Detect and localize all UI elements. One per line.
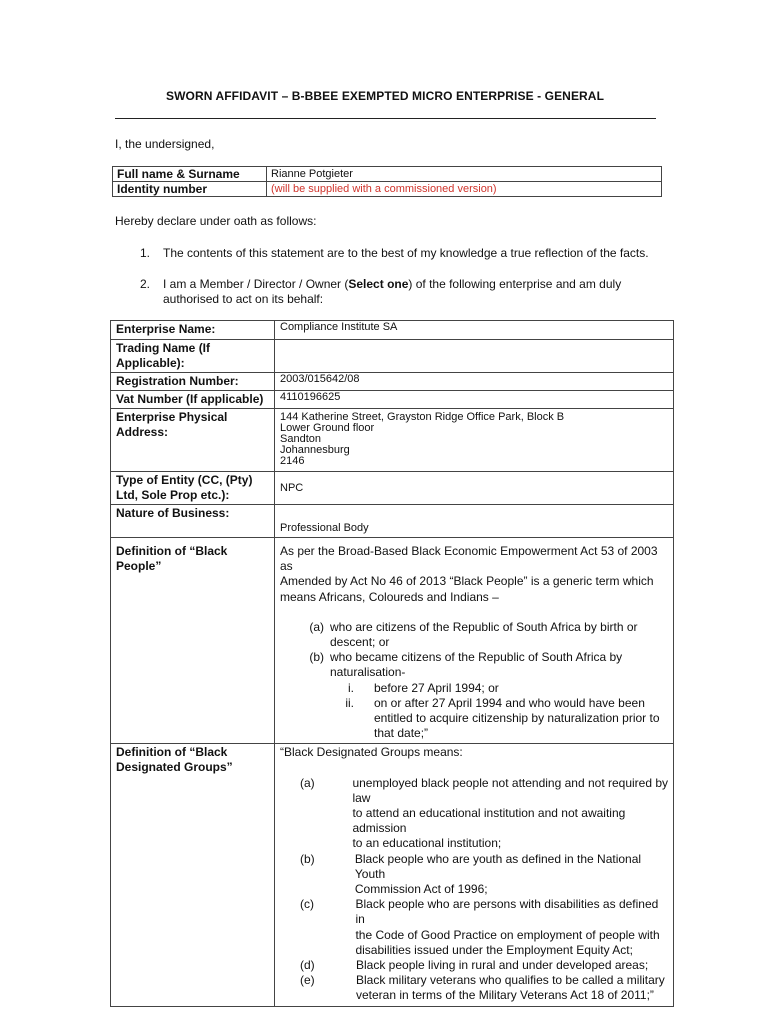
- name-value[interactable]: Rianne Potgieter: [267, 167, 662, 182]
- name-label: Full name & Surname: [113, 167, 267, 182]
- title-rule: [115, 118, 656, 119]
- table-row: [113, 167, 662, 182]
- registration-label: Registration Number:: [111, 373, 275, 391]
- statement-2-num: 2.: [140, 277, 151, 291]
- id-value[interactable]: (will be supplied with a commissioned version): [267, 182, 662, 197]
- designated-groups-definition: “Black Designated Groups means: (a) unemployed black people not attending and not required by law to attend an educational institution and not awaiting admission to an educational institution; (b) Black people who are youth as defined in the National Youth Commission Act of 1996; (c) Black people who are persons with disabilities as defined in the Code of Good Practice on employment of people with disabilities issued under the Employment Equity Act; (d) Black people living in rural and under developed areas; (e) Black military veterans who qualifies to be called a military veteran in terms of the Military Veterans Act 18 of 2011;”: [275, 744, 674, 1006]
- list-item: i. before 27 April 1994; or: [348, 680, 499, 695]
- declare-text: Hereby declare under oath as follows:: [115, 214, 317, 228]
- statement-2-text: I am a Member / Director / Owner (Select one) of the following enterprise and am duly: [163, 277, 622, 291]
- table-row: [111, 409, 674, 472]
- list-item: (c) Black people who are persons with disabilities as defined in the Code of Good Practice on employment of people with disabilities issued under the Employment Equity Act;: [300, 897, 660, 957]
- vat-label: Vat Number (If applicable): [111, 391, 275, 409]
- person-table: [112, 166, 662, 197]
- table-row: [111, 538, 674, 744]
- address-value[interactable]: 144 Katherine Street, Grayston Ridge Office Park, Block B Lower Ground floor Sandton Johannesburg 2146: [275, 409, 674, 472]
- statement-1-text: The contents of this statement are to the best of my knowledge a true reflection of the facts.: [163, 246, 649, 260]
- table-row: [113, 182, 662, 197]
- nature-label: Nature of Business:: [111, 505, 275, 538]
- trading-name-value[interactable]: [275, 340, 674, 373]
- statement-2-text-line2: authorised to act on its behalf:: [163, 292, 324, 306]
- list-item: (d) Black people living in rural and under developed areas;: [300, 958, 649, 973]
- black-people-label: Definition of “Black People”: [111, 538, 275, 744]
- list-item: (a) unemployed black people not attending and not required by law to attend an educational institution and not awaiting admission to an educational institution;: [300, 775, 669, 851]
- id-label: Identity number: [113, 182, 267, 197]
- vat-value[interactable]: 4110196625: [275, 391, 674, 409]
- registration-value[interactable]: 2003/015642/08: [275, 373, 674, 391]
- table-row: [111, 340, 674, 373]
- nature-value[interactable]: Professional Body: [275, 505, 674, 538]
- designated-groups-label: Definition of “Black Designated Groups”: [111, 744, 275, 1006]
- list-item: (a) who are citizens of the Republic of South Africa by birth or descent; or: [309, 619, 638, 650]
- table-row: [111, 505, 674, 538]
- intro-text: I, the undersigned,: [115, 137, 215, 151]
- document-title: SWORN AFFIDAVIT – B-BBEE EXEMPTED MICRO ENTERPRISE - GENERAL: [165, 89, 605, 103]
- enterprise-name-label: Enterprise Name:: [111, 321, 275, 340]
- list-item: (b) who became citizens of the Republic of South Africa by naturalisation-: [309, 650, 623, 680]
- table-row: [111, 373, 674, 391]
- select-one-text: Select one: [348, 277, 409, 291]
- trading-name-label: Trading Name (If Applicable):: [111, 340, 275, 373]
- entity-type-value[interactable]: NPC: [275, 472, 674, 505]
- enterprise-name-value[interactable]: Compliance Institute SA: [275, 321, 674, 340]
- statement-1-num: 1.: [140, 246, 151, 260]
- enterprise-table: [110, 320, 674, 1007]
- list-item: ii. on or after 27 April 1994 and who would have been entitled to acquire citizenship by naturalization prior to that date;”: [345, 695, 660, 741]
- table-row: [111, 321, 674, 340]
- table-row: [111, 744, 674, 1006]
- address-label: Enterprise Physical Address:: [111, 409, 275, 472]
- list-item: (e) Black military veterans who qualifies to be called a military veteran in terms of the Military Veterans Act 18 of 2011;”: [300, 973, 665, 1003]
- black-people-definition: As per the Broad-Based Black Economic Empowerment Act 53 of 2003 as Amended by Act No 46 of 2013 “Black People” is a generic term which means Africans, Coloureds and Indians – (a) who are citizens of the Republic of South Africa by birth or descent; or (b) who became citizens of the Republic of South Africa by naturalisation- i. before 27 April 1994; or ii. on or after 27 April 1994 and who would have been entitled to acquire citizenship by naturalization prior to that date;”: [275, 538, 674, 744]
- table-row: [111, 391, 674, 409]
- list-item: (b) Black people who are youth as defined in the National Youth Commission Act of 1996;: [300, 851, 642, 897]
- entity-type-label: Type of Entity (CC, (Pty) Ltd, Sole Prop etc.):: [111, 472, 275, 505]
- table-row: [111, 472, 674, 505]
